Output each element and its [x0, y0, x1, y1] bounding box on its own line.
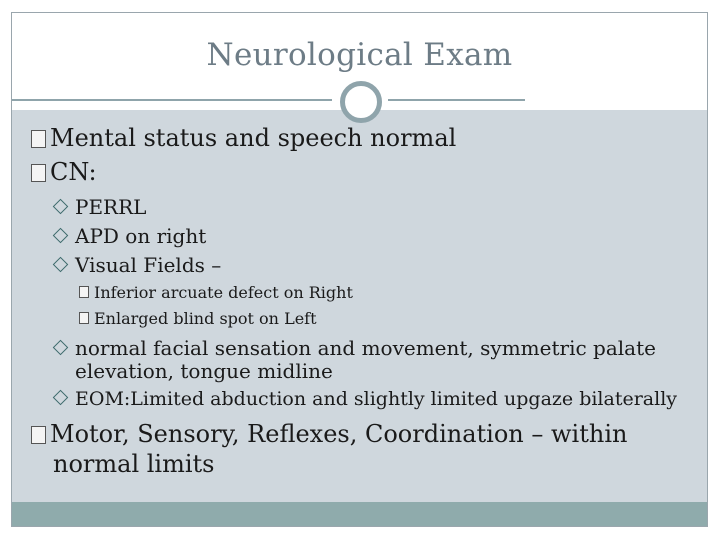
diamond-bullet-icon — [53, 390, 69, 406]
bullet-text: elevation, tongue midline — [75, 359, 333, 383]
bullet-text: Motor, Sensory, Reflexes, Coordination – within — [50, 420, 628, 448]
title-divider-left — [12, 99, 332, 101]
bullet-text: PERRL — [75, 195, 147, 219]
bullet-mental-status — [31, 124, 456, 152]
bullet-box-icon — [31, 164, 46, 182]
diamond-bullet-icon — [53, 340, 69, 356]
bullet-text: CN: — [50, 158, 97, 186]
visual-field-item-blind-spot — [79, 309, 317, 328]
diamond-bullet-icon — [53, 257, 69, 273]
diamond-bullet-icon — [53, 228, 69, 244]
bullet-text: normal limits — [53, 450, 215, 478]
cn-item-facial — [55, 336, 656, 360]
bullet-text: Mental status and speech normal — [50, 124, 457, 152]
cn-item-perrl — [55, 195, 146, 219]
bullet-text: EOM:Limited abduction and slightly limited upgaze bilaterally — [75, 388, 678, 410]
bullet-text: Enlarged blind spot on Left — [94, 309, 317, 328]
title-divider-right — [388, 99, 525, 101]
bullet-motor — [31, 420, 627, 448]
cn-item-eom — [55, 388, 677, 410]
bullet-box-icon — [79, 312, 89, 324]
bullet-text: Visual Fields – — [75, 253, 222, 277]
bullet-text: Inferior arcuate defect on Right — [94, 283, 353, 302]
bullet-text: APD on right — [75, 224, 207, 248]
bullet-motor-continuation — [53, 450, 215, 478]
bullet-text: normal facial sensation and movement, symmetric palate — [75, 336, 656, 360]
bullet-box-icon — [79, 286, 89, 298]
diamond-bullet-icon — [53, 199, 69, 215]
bottom-bar — [12, 502, 707, 526]
bullet-cn — [31, 158, 97, 186]
cn-item-visual-fields — [55, 253, 221, 277]
visual-field-item-arcuate — [79, 283, 353, 302]
slide-title: Neurological Exam — [206, 37, 513, 73]
cn-item-facial-continuation — [75, 359, 333, 383]
divider-circle-ornament — [340, 81, 382, 123]
bullet-box-icon — [31, 426, 46, 444]
cn-item-apd — [55, 224, 206, 248]
bullet-box-icon — [31, 130, 46, 148]
